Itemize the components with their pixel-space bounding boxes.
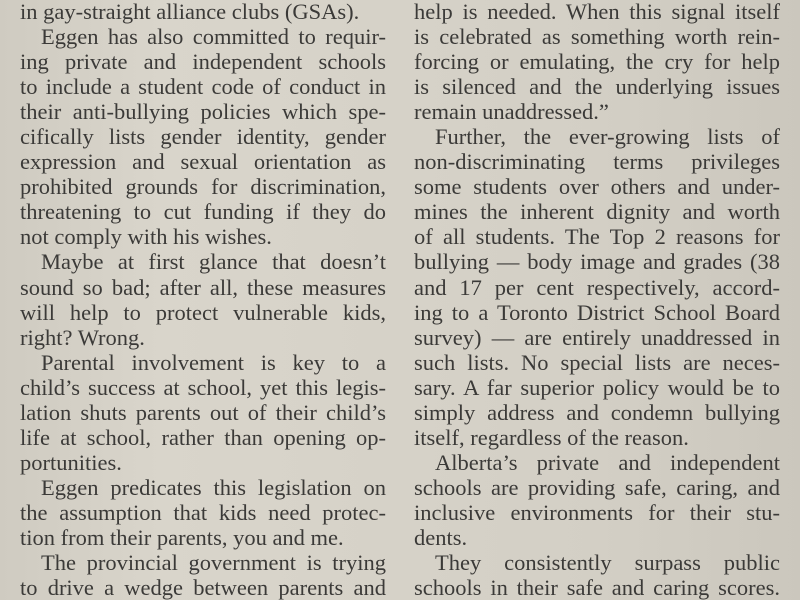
text-line: remain unaddressed.”	[414, 99, 609, 125]
text-line: The provincial government is trying	[41, 550, 386, 576]
text-line: cifically lists gender identity, gender	[20, 124, 386, 150]
text-line: some students over others and under-	[414, 174, 780, 200]
paragraph	[20, 0, 386, 24]
paragraph	[20, 249, 386, 349]
text-line: help is needed. When this signal itself	[414, 0, 780, 24]
text-line: Maybe at first glance that doesn’t	[41, 249, 386, 275]
text-line: life at school, rather than opening op-	[20, 424, 386, 450]
text-line: non-discriminating terms privileges	[414, 149, 780, 175]
text-line: their anti-bullying policies which spe-	[20, 99, 386, 125]
text-line: inclusive environments for their stu-	[414, 499, 780, 525]
text-line: sound so bad; after all, these measures	[20, 274, 386, 300]
paragraph	[414, 124, 780, 450]
text-line: in gay-straight alliance clubs (GSAs).	[20, 0, 360, 24]
text-line: survey) — are entirely unaddressed in	[414, 324, 780, 350]
text-line: of all students. The Top 2 reasons for	[414, 224, 780, 250]
text-line: right? Wrong.	[20, 324, 145, 350]
text-line: sary. A far superior policy would be to	[414, 374, 780, 400]
paragraph	[20, 350, 386, 475]
paragraph	[414, 0, 780, 124]
article-column-right	[414, 0, 780, 600]
text-line: They consistently surpass public	[435, 550, 780, 576]
text-line: is silenced and the underlying issues	[414, 74, 780, 100]
text-line: forcing or emulating, the cry for help	[414, 49, 780, 75]
text-line: Eggen predicates this legislation on	[41, 474, 386, 500]
text-line: portunities.	[20, 449, 122, 475]
text-line: schools are providing safe, caring, and	[414, 474, 780, 500]
text-line: schools in their safe and caring scores.	[414, 575, 780, 600]
paragraph	[20, 24, 386, 249]
paragraph	[20, 475, 386, 550]
article-column-left	[20, 0, 386, 600]
text-line: mines the inherent dignity and worth	[414, 199, 780, 225]
text-line: such lists. No special lists are neces-	[414, 349, 780, 375]
text-line: prohibited grounds for discrimination,	[20, 174, 386, 200]
text-line: simply address and condemn bullying	[414, 399, 780, 425]
text-line: the assumption that kids need protec-	[20, 499, 386, 525]
text-line: dents.	[414, 524, 468, 550]
text-line: will help to protect vulnerable kids,	[20, 299, 386, 325]
text-line: to include a student code of conduct in	[20, 74, 386, 100]
text-line: tion from their parents, you and me.	[20, 524, 344, 550]
text-line: not comply with his wishes.	[20, 224, 272, 250]
paragraph	[414, 450, 780, 550]
text-line: expression and sexual orientation as	[20, 149, 386, 175]
text-line: Parental involvement is key to a	[41, 349, 386, 375]
paragraph	[20, 550, 386, 600]
text-line: threatening to cut funding if they do	[20, 199, 386, 225]
paragraph	[414, 550, 780, 600]
text-line: Further, the ever-growing lists of	[435, 124, 780, 150]
text-line: and 17 per cent respectively, accord-	[414, 274, 780, 300]
text-line: Alberta’s private and independent	[435, 449, 780, 475]
text-line: is celebrated as something worth rein-	[414, 24, 780, 50]
text-line: to drive a wedge between parents and	[20, 575, 386, 600]
text-line: ing private and independent schools	[20, 49, 386, 75]
text-line: ing to a Toronto District School Board	[414, 299, 780, 325]
text-line: Eggen has also committed to requir-	[41, 24, 386, 50]
text-line: lation shuts parents out of their child’s	[20, 399, 386, 425]
text-line: itself, regardless of the reason.	[414, 424, 689, 450]
text-line: child’s success at school, yet this legis-	[20, 374, 386, 400]
text-line: bullying — body image and grades (38	[414, 249, 780, 275]
